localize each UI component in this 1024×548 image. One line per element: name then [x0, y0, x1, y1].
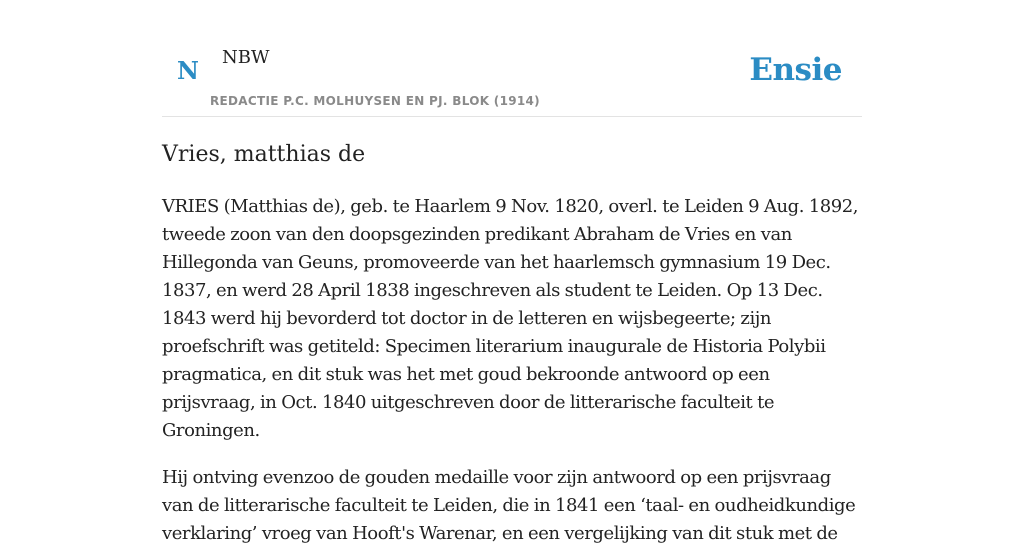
source-subtitle: REDACTIE P.C. MOLHUYSEN EN PJ. BLOK (1914) [210, 94, 540, 108]
content-column [162, 0, 862, 548]
source-name-link[interactable]: NBW [222, 47, 270, 68]
brand-logo-link[interactable]: Ensie [749, 52, 842, 88]
article-paragraph: Hij ontving evenzoo de gouden medaille voor zijn antwoord op een prijsvraag van de litterarische faculteit te Leiden, die in 1841 een ‘taal- en oudheidkundige verklaring’ vroeg van Hooft's Warenar, en een vergelijking van dit stuk met de [162, 467, 856, 544]
source-logo-icon[interactable]: N [177, 56, 199, 85]
article-paragraph: VRIES (Matthias de), geb. te Haarlem 9 Nov. 1820, overl. te Leiden 9 Aug. 1892, tweede zoon van den doopsgezinden predikant Abraham de Vries en van Hillegonda van Geuns, promoveerde van het haarlemsch gymnasium 19 Dec. 1837, en werd 28 April 1838 ingeschreven als student te Leiden. Op 13 Dec. 1843 werd hij bevorderd tot doctor in de letteren en wijsbegeerte; zijn proefschrift was getiteld: Specimen literarium inaugurale de Historia Polybii pragmatica, en dit stuk was het met goud bekroonde antwoord op een prijsvraag, in Oct. 1840 uitgeschreven door de litterarische faculteit te Groningen. [162, 196, 859, 441]
source-header [162, 0, 862, 117]
article-title: Vries, matthias de [162, 142, 366, 167]
